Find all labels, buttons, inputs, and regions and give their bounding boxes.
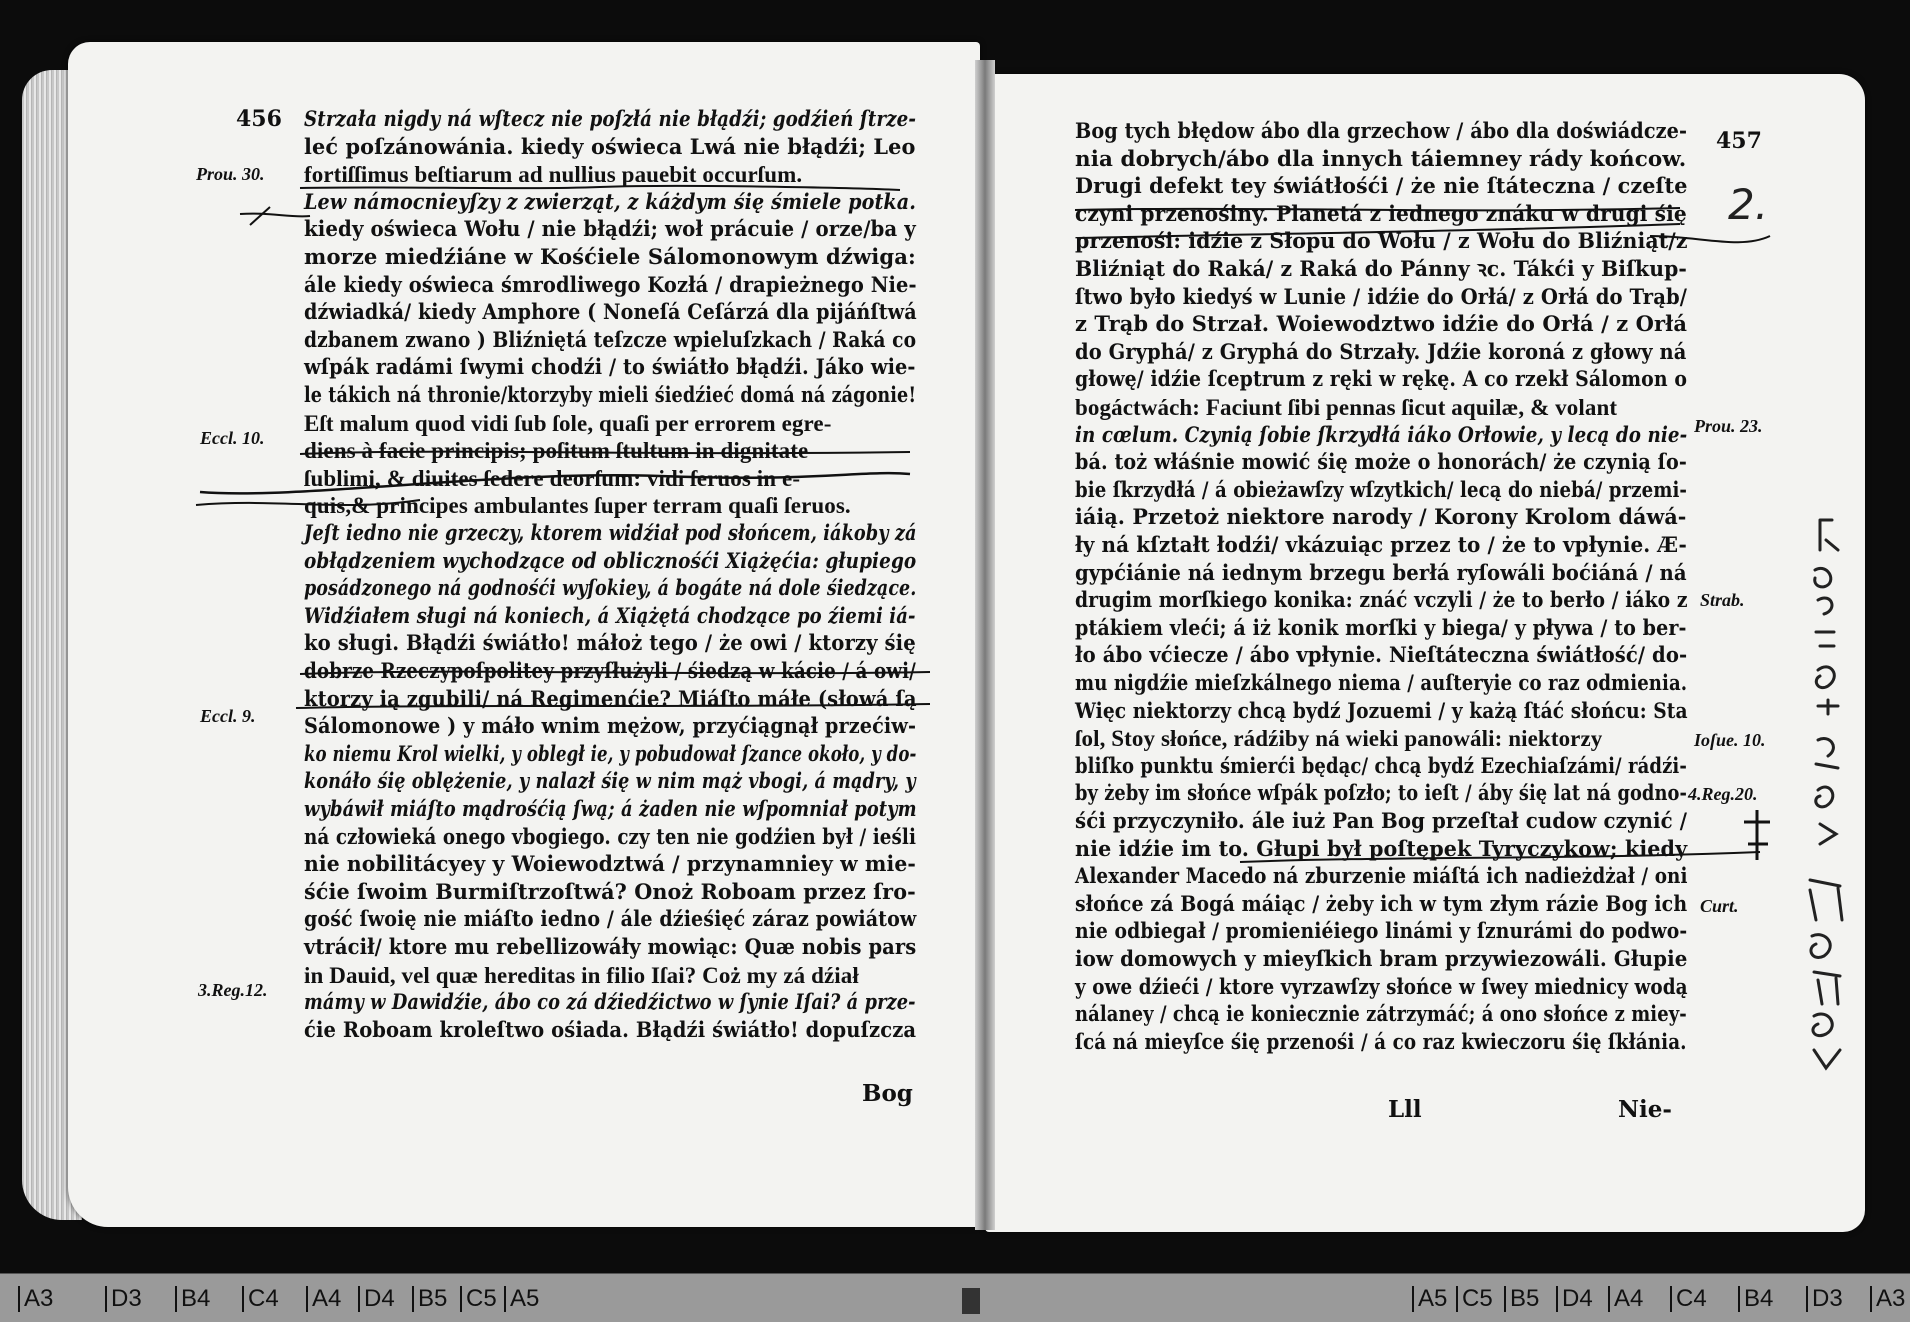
text-line: Więc niektorzy chcą bydź Jozuemi / y każą ſtáć słońcu: Sta — [1075, 698, 1688, 724]
text-line: drugim morſkiego konika: znáć vczyli / że to berło / iáko z — [1075, 588, 1688, 614]
margin-note-strab: Strab. — [1700, 590, 1745, 610]
text-line: y owe dźieći / ktore vyrzawſzy słońce w ſwey miednicy wodą — [1075, 974, 1688, 1000]
text-line: ále kiedy oświeca śmrodliwego Kozłá / drapieżnego Nie- — [304, 272, 917, 298]
text-line: Jeſt iedno nie grzeczy, ktorem widźiał pod słońcem, iákoby zá — [304, 521, 917, 546]
text-line: mu nigdźie mieſzkálnego niema / auſteryie co raz odmienia. — [1075, 671, 1688, 696]
text-line: diens à facie principis; poſitum ſtultum in dignitate — [304, 438, 809, 464]
margin-note-4-reg-20: 4.Reg.20. — [1688, 784, 1758, 804]
text-line: Bliźniąt do Raká/ z Raká do Pánny ꝛc. Tákći y Biſkup- — [1075, 257, 1687, 282]
strip-label: A4 — [1608, 1286, 1643, 1312]
text-line: fortiſſimus beſtiarum ad nullius pauebit occurſum. — [304, 162, 803, 188]
text-line: nie idźie im to. Głupi był poſtępek Tyryczykow; kiedy — [1075, 836, 1688, 862]
margin-note-curt: Curt. — [1700, 896, 1739, 916]
strip-label: D3 — [1806, 1286, 1843, 1312]
text-line: wybáwił miáſto mądrośćią ſwą; á żaden nie wſpomniał potym — [304, 797, 917, 822]
text-line: do Gryphá/ z Gryphá do Strzały. Jdźie koroná z głowy ná — [1075, 339, 1687, 365]
text-line: vtrácił/ ktore mu rebellizowáły mowiąc: Quæ nobis pars — [304, 935, 917, 960]
text-line: iáią. Przetoż niektore narody / Korony Krolom dáwá- — [1075, 505, 1687, 531]
text-line: ło ábo vćiecze / ábo vpłynie. Nieſtáteczna świátłość/ do- — [1075, 643, 1688, 669]
text-line: Alexander Macedo ná zburzenie miáſtá ich nadieżdżał / oni — [1075, 864, 1688, 890]
strip-label: B5 — [1504, 1286, 1539, 1312]
text-line: przenośi: idźie z Słopu do Wołu / z Wołu do Bliźniąt/z — [1075, 229, 1688, 255]
text-line: in Dauid, vel quæ hereditas in filio Iſai? Coż my zá dźiał — [304, 962, 859, 988]
strip-label: D4 — [358, 1286, 395, 1312]
text-line: z Trąb do Strzał. Woiewodztwo idźie do Orłá / z Orłá — [1075, 312, 1688, 338]
text-line: iow domowych y mieyſkich bram przywiezowáli. Głupie — [1075, 947, 1688, 972]
strip-label: D4 — [1556, 1286, 1593, 1312]
text-line: leć poſzánowánia. kiedy oświeca Lwá nie błądźi; Leo — [304, 134, 916, 160]
margin-note-iosue-10: Ioſue. 10. — [1694, 730, 1766, 750]
left-page-number: 456 — [236, 106, 282, 132]
text-line: głowę/ idźie ſceptrum z ręki w rękę. A co rzekł Sálomon o — [1075, 367, 1688, 393]
text-line: Sálomonowe ) y máło wnim mężow, przyćiągnął przećiw- — [304, 714, 917, 740]
text-line: nie nobilitácyey y Woiewodztwá / przynamniey w mie- — [304, 852, 916, 878]
page-signature: Lll — [1388, 1096, 1422, 1123]
margin-note-eccl-10: Eccl. 10. — [200, 428, 265, 448]
strip-label: A3 — [1870, 1286, 1905, 1312]
text-line: Eſt malum quod vidi ſub ſole, quaſi per errorem egre- — [304, 410, 832, 436]
text-line: by żeby im słońce wſpák poſzło; to ieſt / áby śię lat ná godno- — [1075, 781, 1687, 807]
text-line: konáło śię oblężenie, y nalazł śię w nim mąż vbogi, á mądry, y — [304, 769, 916, 795]
scanner-reference-strip — [0, 1273, 1910, 1322]
handwritten-number: 2. — [1728, 180, 1769, 229]
text-line: ſtwo było kiedyś w Lunie / idźie do Orłá/ z Orłá do Trąb/ — [1075, 284, 1688, 310]
text-line: czyni przenośiny. Planetá z iednego znáku w drugi śię — [1075, 201, 1687, 227]
text-line: ſcá ná mieyſce śię przenośi / á co raz kwieczoru śię ſkłánia. — [1075, 1029, 1687, 1055]
text-line: ćie Roboam kroleſtwo ośiada. Błądźi świátło! dopuſzcza — [304, 1017, 917, 1043]
text-line: słońce zá Bogá máiąc / żeby ich w tym złym rázie Bog ich — [1075, 891, 1688, 917]
text-line: kiedy oświeca Wołu / nie błądźi; woł prácuie / orze/ba y — [304, 217, 916, 243]
text-line: bá. toż włáśnie mowić śię może o honorách/ że czynią ſo- — [1075, 450, 1687, 476]
text-line: posádzonego ná godnośći wyſokiey, á bogáte ná dole śiedzące. — [304, 576, 917, 602]
text-line: gypćiánie ná iednym brzegu berłá ryſowáli boćiáná / ná — [1075, 560, 1687, 586]
margin-note-prou-23: Prou. 23. — [1694, 416, 1763, 436]
text-line: ko niemu Krol wielki, y obległ ie, y pobudował ſzance około, y do- — [304, 741, 917, 767]
text-line: dzbanem zwano ) Bliźniętá teſzcze wpieluſzkach / Raká co — [304, 327, 917, 353]
book-gutter — [975, 60, 995, 1230]
text-line: ptákiem vleći; á iż konik morſki y biega/ y pływa / to ber- — [1075, 615, 1687, 641]
strip-label: A4 — [306, 1286, 341, 1312]
text-line: ná człowieká onego vbogiego. czy ten nie godźien był / ieśli — [304, 824, 917, 850]
text-line: dobrze Rzeczypoſpolitey przyſłużyli / śiedzą w kácie / á owi/ — [304, 659, 916, 684]
strip-label: C5 — [460, 1286, 497, 1312]
strip-label: C4 — [242, 1286, 279, 1312]
text-line: nálaney / chcą ie koniecznie zátrzymáć; á ono słońce z miey- — [1075, 1002, 1687, 1028]
strip-label: C5 — [1456, 1286, 1493, 1312]
text-line: dźwiadká/ kiedy Amphore ( Noneſá Ceſárzá dla pijáńſtwá — [304, 300, 917, 326]
text-line: Lew námocnieyſzy z zwierząt, z káżdym śię śmiele potka. — [304, 189, 917, 215]
text-line: ko sługi. Błądźi świátło! máłoż tego / że owi / ktorzy śię — [304, 631, 916, 657]
text-line: in cœlum. Czynią ſobie ſkrzydłá iáko Orłowie, y lecą do nie- — [1075, 422, 1688, 448]
margin-note-prou-30: Prou. 30. — [196, 164, 265, 184]
text-line: obłądzeniem wychodzące od oblicznośći Xiążęćia: głupiego — [304, 548, 917, 574]
margin-note-3-reg-12: 3.Reg.12. — [198, 980, 268, 1000]
text-line: bie ſkrzydłá / á obieżawſzy wſzytkich/ lecą do niebá/ przemi- — [1075, 477, 1688, 503]
text-line: ły ná kſztałt łodźi/ vkázuiąc przez to / że to vpłynie. Æ- — [1075, 533, 1687, 558]
text-line: Widźiałem sługi ná koniech, á Xiążętá chodzące po źiemi iá- — [304, 603, 916, 629]
text-line: śćie ſwoim Burmiſtrzoſtwá? Onoż Roboam przez ſro- — [304, 879, 916, 905]
strip-label: B4 — [1738, 1286, 1773, 1312]
text-line: ktorzy ią zgubili/ ná Regimenćie? Miáſto máłe (słowá ſą — [304, 686, 917, 712]
text-line: Bog tych błędow ábo dla grzechow / ábo dla doświádcze- — [1075, 119, 1688, 144]
text-line: le tákich ná thronie/ktorzyby mieli śiedźieć domá ná zágonie! — [304, 383, 917, 408]
strip-label: C4 — [1670, 1286, 1707, 1312]
strip-label: D3 — [105, 1286, 142, 1312]
strip-label: B4 — [175, 1286, 210, 1312]
strip-label: A3 — [18, 1286, 53, 1312]
right-page-text — [1075, 118, 1695, 1098]
text-line: Strzała nigdy ná wſtecz nie poſzłá nie błądźi; godźień ſtrze- — [304, 107, 917, 132]
text-line: nie odbiegał / promieniéiego linámi y ſznurámi do podwo- — [1075, 919, 1688, 945]
margin-note-eccl-9: Eccl. 9. — [200, 706, 256, 726]
strip-center-marker — [962, 1288, 980, 1314]
text-line: morze miedźiáne w Kośćiele Sálomonowym dźwiga: — [304, 245, 916, 270]
left-page-text — [304, 106, 924, 1086]
text-line: śći przyczyniło. ále iuż Pan Bog przeſtał cudow czynić / — [1075, 809, 1688, 834]
text-line: nia dobrych/ábo dla innych táiemney rády końcow. — [1075, 146, 1687, 172]
text-line: ſublimi, & diuites ſedere deorſum: vidi ſeruos in e- — [304, 465, 801, 491]
text-line: quis,& principes ambulantes ſuper terram quaſi ſeruos. — [304, 493, 851, 519]
text-line: bogáctwách: Faciunt ſibi pennas ſicut aquilæ, & volant — [1075, 395, 1618, 420]
text-line: ſol, Stoy słońce, rádźiby ná wieki panowáli: niektorzy — [1075, 726, 1603, 752]
strip-label: A5 — [1412, 1286, 1447, 1312]
strip-label: B5 — [412, 1286, 447, 1312]
text-line: wſpák radámi ſwymi chodźi / to świátło błądźi. Jáko wie- — [304, 355, 916, 381]
text-line: mámy w Dawidźie, ábo co zá dźiedźictwo w ſynie Iſai? á prze- — [304, 990, 916, 1016]
left-catchword: Bog — [862, 1080, 913, 1107]
text-line: bliſko punktu śmierći będąc/ chcą bydź Ezechiaſzámi/ rádźi- — [1075, 753, 1687, 779]
right-catchword: Nie- — [1618, 1096, 1672, 1123]
strip-label: A5 — [504, 1286, 539, 1312]
text-line: gość ſwoię nie miáſto iedno / ále dźieśięć záraz powiátow — [304, 907, 917, 933]
right-page-number: 457 — [1716, 128, 1762, 154]
text-line: Drugi defekt tey świátłośći / że nie ſtáteczna / czeſte — [1075, 174, 1688, 200]
